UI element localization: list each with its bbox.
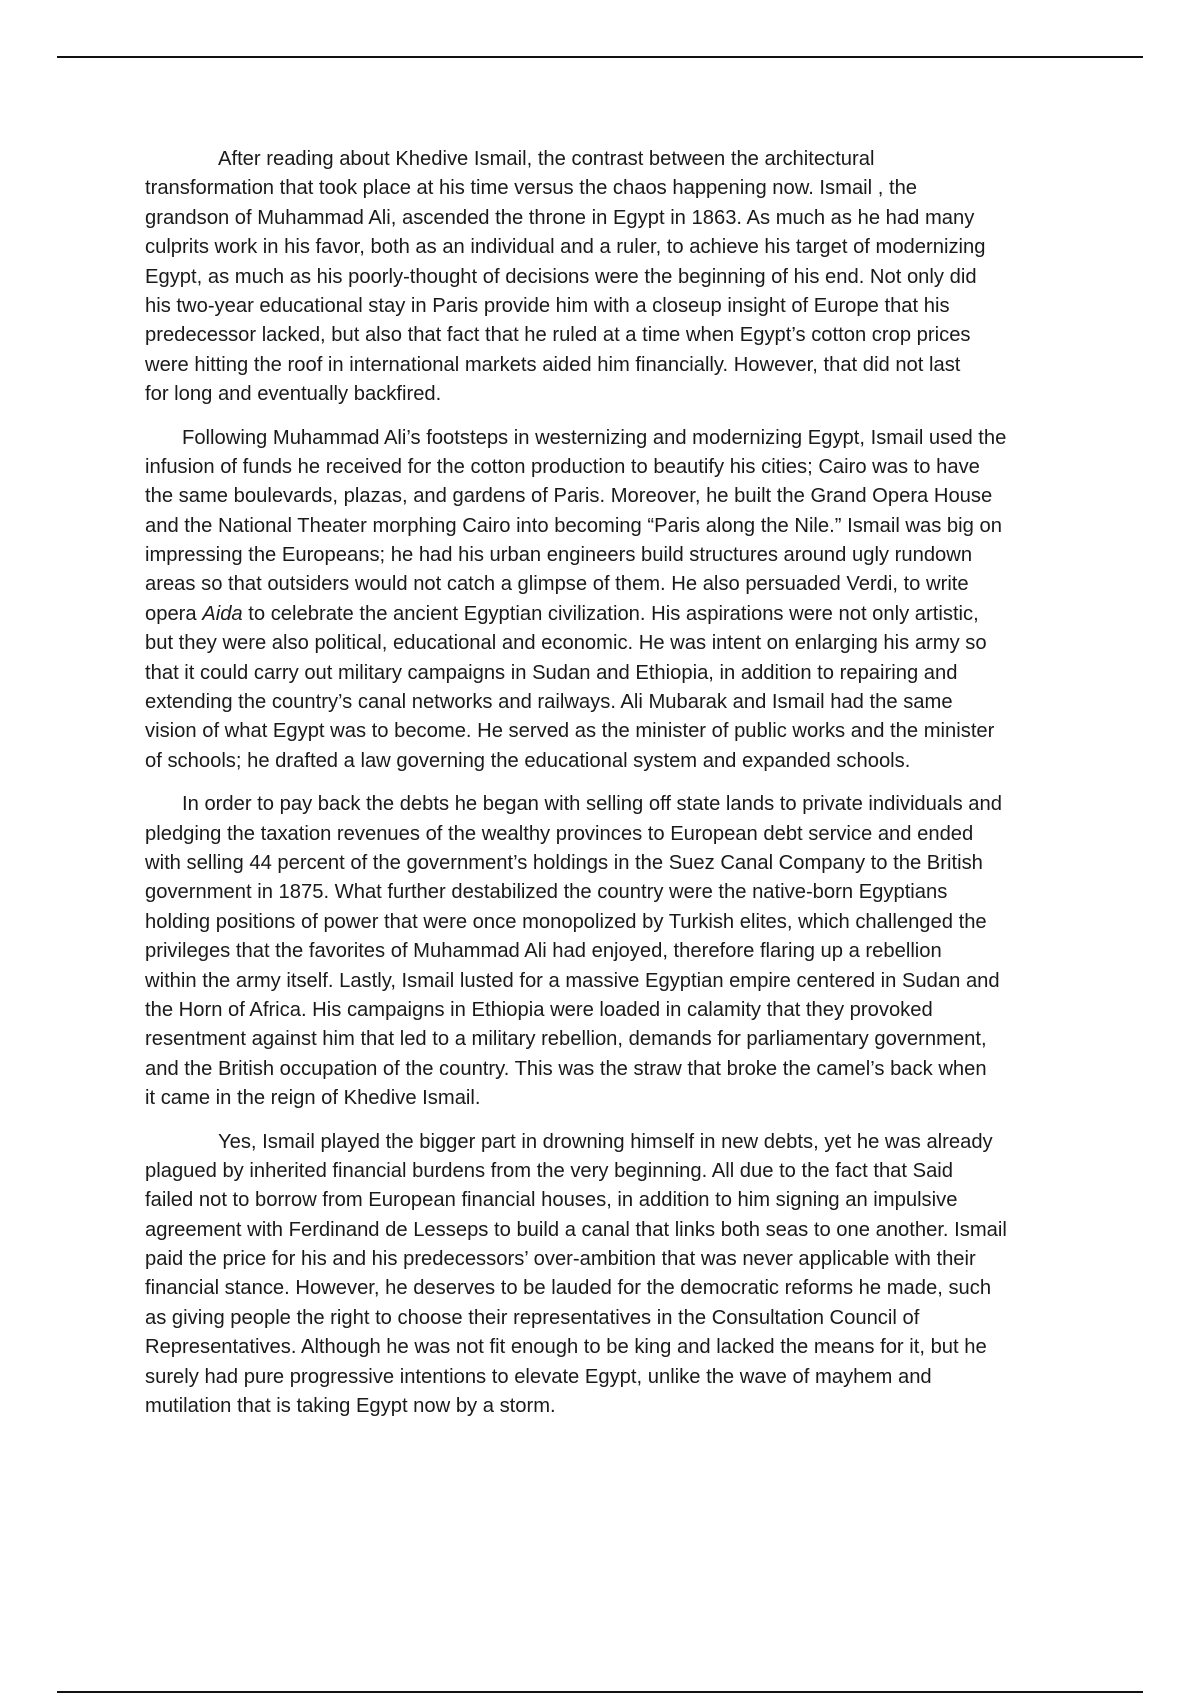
paragraph-2: [145, 424, 1105, 777]
text-line: infusion of funds he received for the cotton production to beautify his cities; Cairo was to have: [145, 455, 980, 478]
text-line: Yes, Ismail played the bigger part in drowning himself in new debts, yet he was already: [218, 1130, 993, 1153]
text-line: it came in the reign of Khedive Ismail.: [145, 1087, 481, 1110]
text-line: as giving people the right to choose their representatives in the Consultation Council of: [145, 1306, 920, 1329]
text-line: agreement with Ferdinand de Lesseps to build a canal that links both seas to one another. Ismail: [145, 1218, 1007, 1241]
text-line: plagued by inherited financial burdens from the very beginning. All due to the fact that Said: [145, 1159, 954, 1182]
text-line: the same boulevards, plazas, and gardens of Paris. Moreover, he built the Grand Opera House: [145, 485, 993, 508]
text-line: the Horn of Africa. His campaigns in Ethiopia were loaded in calamity that they provoked: [145, 998, 933, 1021]
text-line: grandson of Muhammad Ali, ascended the throne in Egypt in 1863. As much as he had many: [145, 206, 975, 229]
text-line: After reading about Khedive Ismail, the contrast between the architectural: [218, 148, 875, 170]
bottom-rule: [57, 1691, 1143, 1693]
text-line: and the British occupation of the country. This was the straw that broke the camel’s back when: [145, 1057, 987, 1080]
paragraph-4: [145, 1128, 1105, 1422]
text-line: [145, 600, 1105, 629]
paragraph-3: [145, 790, 1105, 1113]
text-segment: opera: [145, 602, 203, 625]
text-line: pledging the taxation revenues of the wealthy provinces to European debt service and ended: [145, 822, 974, 845]
text-segment: to celebrate the ancient Egyptian civilization. His aspirations were not only artistic,: [242, 602, 979, 625]
text-line: privileges that the favorites of Muhammad Ali had enjoyed, therefore flaring up a rebellion: [145, 940, 942, 963]
text-line: for long and eventually backfired.: [145, 383, 442, 406]
text-line: mutilation that is taking Egypt now by a storm.: [145, 1395, 556, 1418]
text-line: predecessor lacked, but also that fact that he ruled at a time when Egypt’s cotton crop prices: [145, 324, 971, 347]
text-line: within the army itself. Lastly, Ismail lusted for a massive Egyptian empire centered in Sudan and: [145, 969, 1000, 992]
text-line: holding positions of power that were once monopolized by Turkish elites, which challenged the: [145, 910, 987, 933]
top-rule: [57, 56, 1143, 58]
text-line: culprits work in his favor, both as an individual and a ruler, to achieve his target of modernizing: [145, 236, 986, 259]
text-line: Representatives. Although he was not fit enough to be king and lacked the means for it, but he: [145, 1336, 987, 1359]
text-line: government in 1875. What further destabilized the country were the native-born Egyptians: [145, 881, 948, 904]
paragraph-1: [145, 145, 1105, 410]
text-line: of schools; he drafted a law governing the educational system and expanded schools.: [145, 749, 911, 772]
text-line: Egypt, as much as his poorly-thought of decisions were the beginning of his end. Not only did: [145, 265, 977, 288]
text-line: were hitting the roof in international markets aided him financially. However, that did not last: [145, 353, 961, 376]
text-line: but they were also political, educational and economic. He was intent on enlarging his army so: [145, 632, 987, 655]
text-line: surely had pure progressive intentions to elevate Egypt, unlike the wave of mayhem and: [145, 1365, 932, 1388]
text-line: and the National Theater morphing Cairo into becoming “Paris along the Nile.” Ismail was big on: [145, 514, 1002, 537]
text-line: his two-year educational stay in Paris provide him with a closeup insight of Europe that his: [145, 294, 950, 317]
text-line: extending the country’s canal networks and railways. Ali Mubarak and Ismail had the same: [145, 691, 953, 714]
text-line: impressing the Europeans; he had his urban engineers build structures around ugly rundown: [145, 544, 973, 567]
text-line: In order to pay back the debts he began with selling off state lands to private individuals and: [182, 793, 1002, 816]
text-line: Following Muhammad Ali’s footsteps in westernizing and modernizing Egypt, Ismail used the: [182, 426, 1007, 449]
opera-title-italic: Aida: [202, 602, 243, 625]
text-line: with selling 44 percent of the government’s holdings in the Suez Canal Company to the British: [145, 851, 983, 874]
text-line: areas so that outsiders would not catch a glimpse of them. He also persuaded Verdi, to write: [145, 573, 969, 596]
text-line: failed not to borrow from European financial houses, in addition to him signing an impulsive: [145, 1189, 958, 1212]
text-line: resentment against him that led to a military rebellion, demands for parliamentary government,: [145, 1028, 987, 1051]
text-line: financial stance. However, he deserves to be lauded for the democratic reforms he made, such: [145, 1277, 992, 1300]
text-line: transformation that took place at his time versus the chaos happening now. Ismail , the: [145, 177, 918, 200]
text-line: paid the price for his and his predecessors’ over-ambition that was never applicable with their: [145, 1248, 976, 1271]
text-line: vision of what Egypt was to become. He served as the minister of public works and the minister: [145, 720, 995, 743]
essay-body: [145, 145, 1105, 1435]
text-line: that it could carry out military campaigns in Sudan and Ethiopia, in addition to repairing and: [145, 661, 958, 684]
